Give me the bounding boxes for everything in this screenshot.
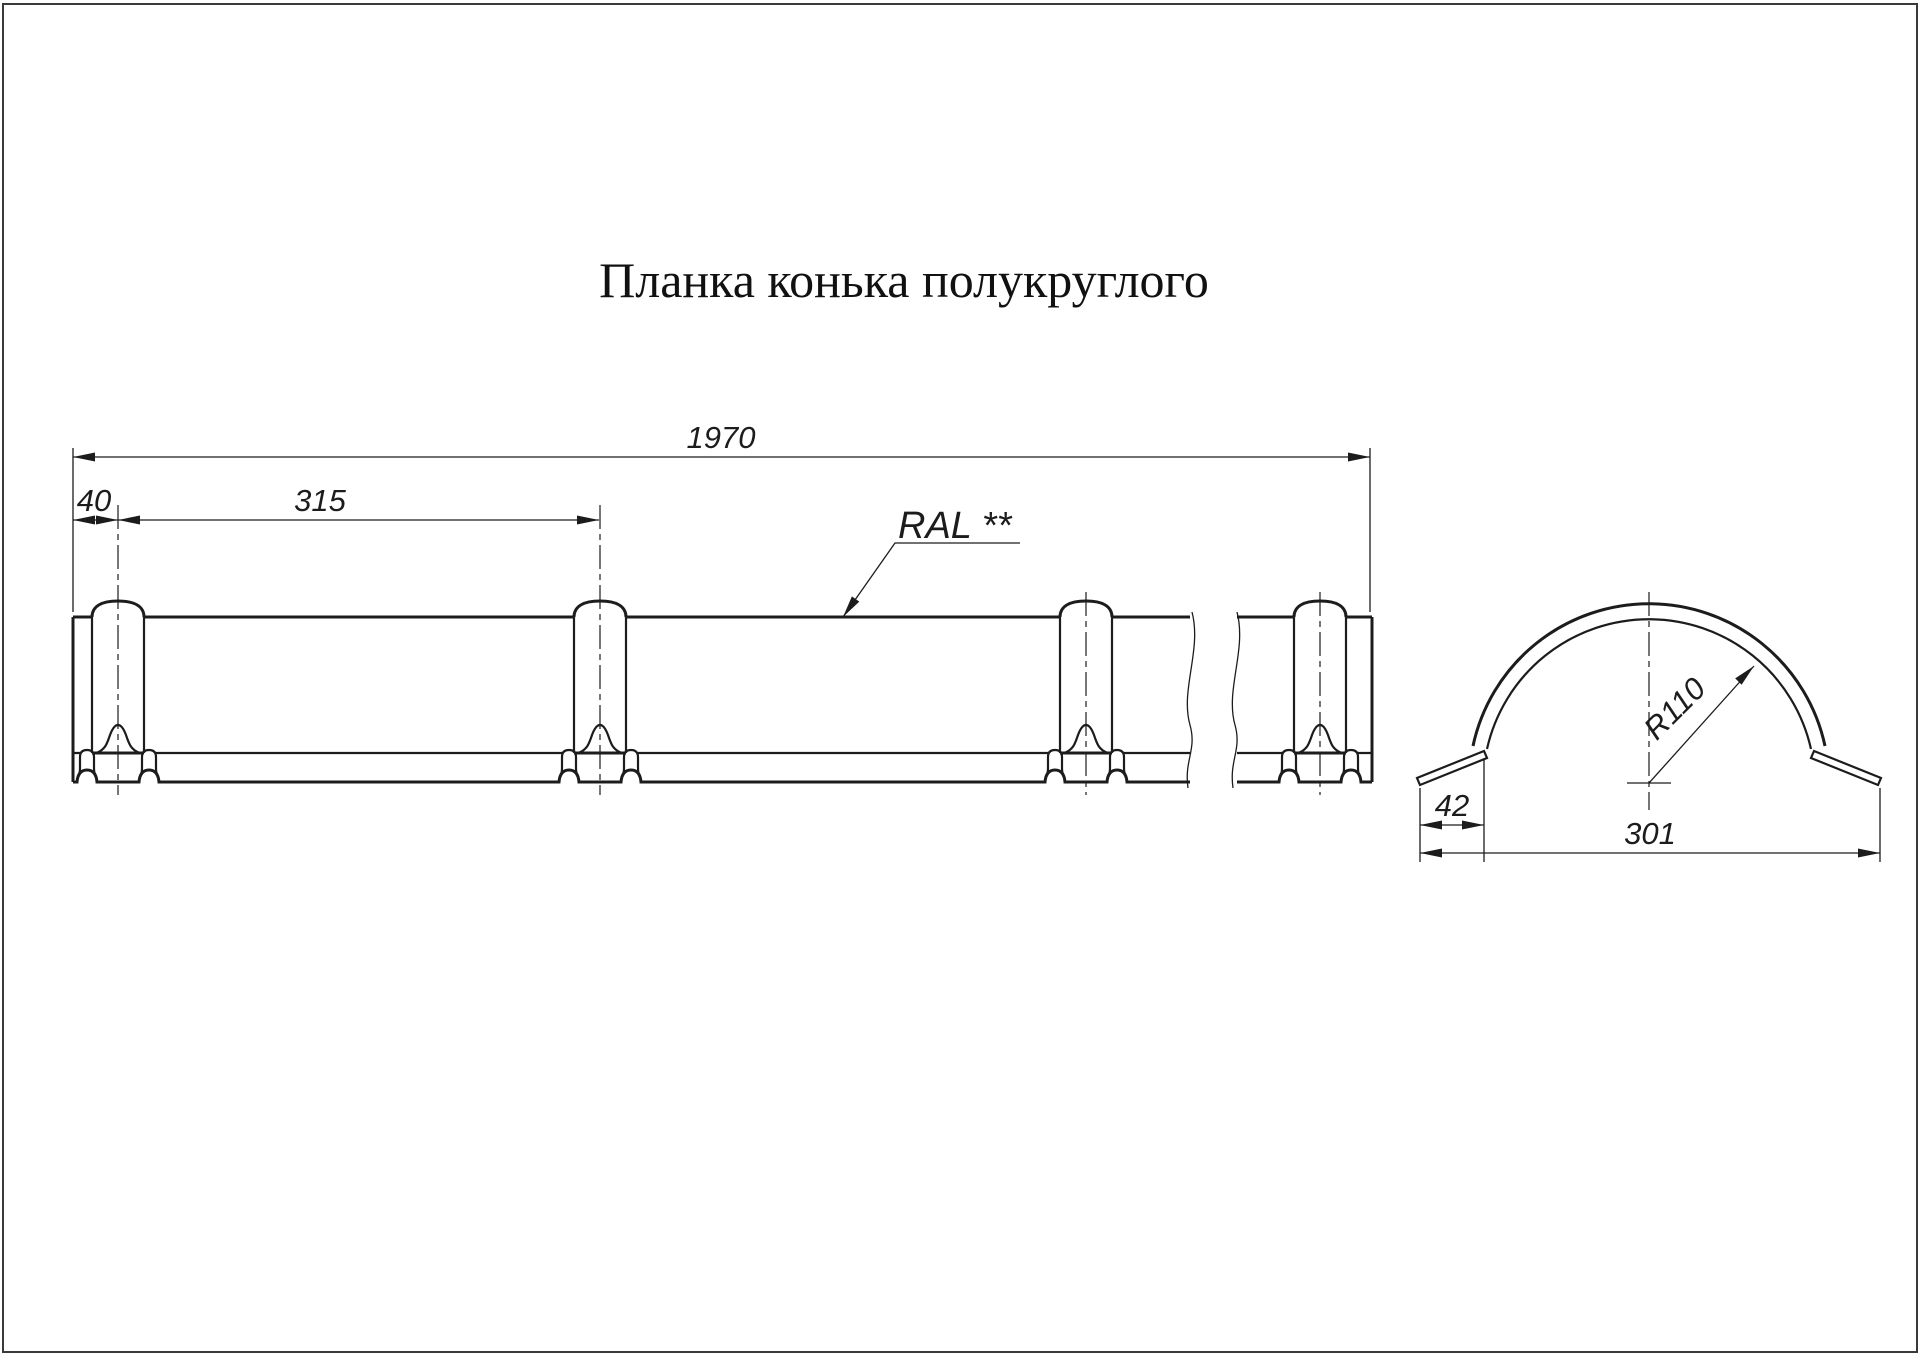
dim-301-arrow-right (1858, 849, 1880, 858)
dim-1970-label: 1970 (686, 420, 756, 455)
dim-315-label: 315 (294, 483, 346, 518)
ral-leader-arrow (843, 596, 859, 617)
sheet-border (3, 4, 1917, 1352)
ral-leader-line (843, 543, 1020, 617)
rib-side-lines (92, 617, 1346, 753)
rib-centerlines (118, 505, 1320, 795)
dim-r110-arrow (1735, 666, 1754, 685)
profile-bottom-edge (73, 770, 1372, 782)
dim-315-arrow-right (577, 516, 599, 525)
drawing-title: Планка конька полукруглого (599, 252, 1209, 308)
dim-301-arrow-left (1420, 849, 1442, 858)
rib-domes (92, 601, 1346, 617)
dim-315-arrow-left (118, 516, 140, 525)
ral-note-label: RAL ** (898, 505, 1012, 547)
break-lines (1187, 612, 1239, 788)
dim-1970-arrow-left (73, 453, 95, 462)
dim-1970-arrow-right (1348, 453, 1370, 462)
dim-r110-label: R110 (1636, 670, 1713, 747)
profile-end-edges (73, 617, 1372, 782)
dim-40-label: 40 (76, 483, 112, 518)
section-left-foot (1417, 751, 1487, 785)
dim-301-label: 301 (1624, 816, 1676, 851)
rib-lower-bells (96, 725, 1342, 753)
dim-1970-extension-lines (73, 448, 1370, 612)
long-view (73, 420, 1372, 795)
cross-section-view (1417, 592, 1881, 862)
dim-42-label: 42 (1434, 788, 1470, 823)
section-right-foot (1811, 751, 1881, 785)
